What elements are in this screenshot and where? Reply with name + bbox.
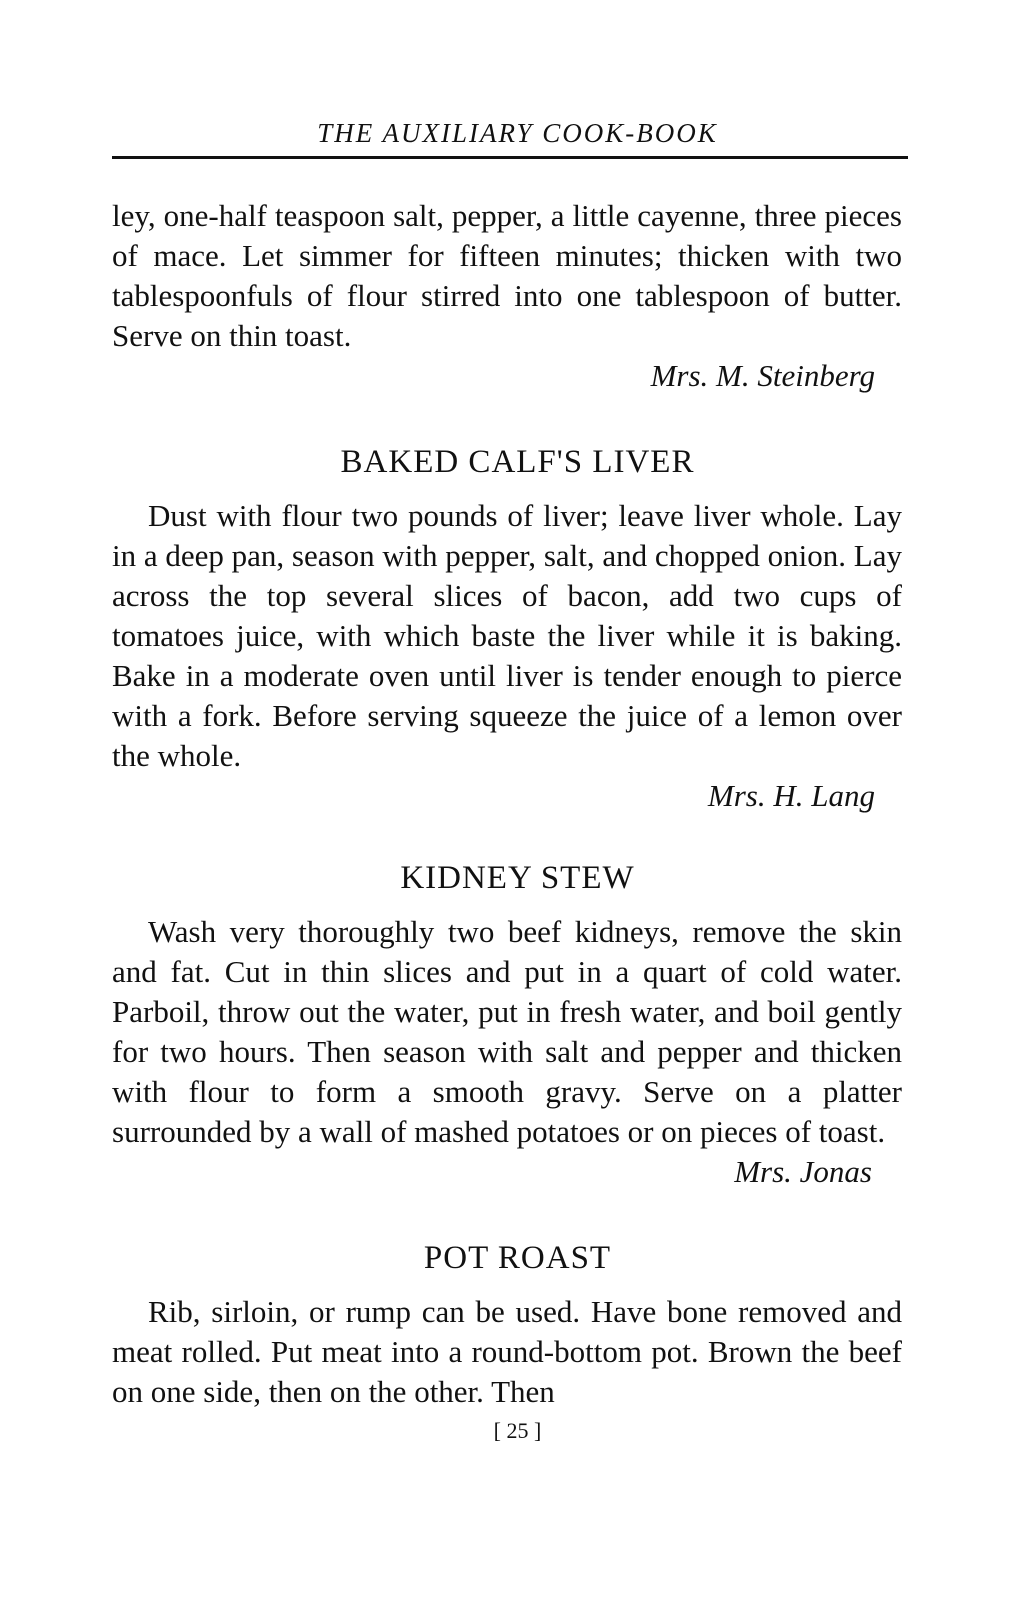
page-number: [ 25 ] — [493, 1418, 542, 1443]
recipe-text-kidney-stew — [112, 912, 902, 1192]
recipe-paragraph — [112, 912, 902, 1189]
recipe-text-baked-calfs-liver — [112, 496, 902, 776]
recipe-title-baked-calfs-liver: BAKED CALF'S LIVER — [340, 444, 695, 480]
recipe-title-kidney-stew: KIDNEY STEW — [400, 860, 635, 896]
header-rule — [112, 156, 908, 159]
recipe-signature-lang: Mrs. H. Lang — [707, 778, 875, 813]
recipe-text-pot-roast — [112, 1292, 902, 1412]
recipe-title-pot-roast: POT ROAST — [423, 1240, 612, 1276]
continuation-paragraph — [112, 196, 902, 356]
continuation-signature: Mrs. M. Steinberg — [650, 358, 875, 393]
recipe-paragraph-text: Wash very thoroughly two beef kidneys, remove the skin and fat. Cut in thin slices and put in a quart of cold water. Parboil, throw out the water, put in fresh water, and boil gently for two hours. Then season with salt and pepper and thicken with flour to form a smooth gravy. Serve on a platter surrounded by a wall of mashed potatoes or on pieces of toast. — [112, 914, 902, 1149]
recipe-signature-jonas: Mrs. Jonas — [734, 1154, 872, 1189]
running-title: THE AUXILIARY COOK-BOOK — [317, 118, 718, 148]
continuation-text: ley, one-half teaspoon salt, pepper, a little cayenne, three pieces of mace. Let simmer for fifteen minutes; thicken with two tablespoonfuls of flour stirred into one tablespoon of butter. Serve on thin toast. — [112, 198, 902, 353]
recipe-paragraph: Rib, sirloin, or rump can be used. Have bone removed and meat rolled. Put meat into a round-bottom pot. Brown the beef on one side, then on the other. Then — [112, 1294, 902, 1409]
recipe-paragraph: Dust with flour two pounds of liver; leave liver whole. Lay in a deep pan, season with pepper, salt, and chopped onion. Lay across the top several slices of bacon, add two cups of tomatoes juice, with which baste the liver while it is baking. Bake in a moderate oven until liver is tender enough to pierce with a fork. Before serving squeeze the juice of a lemon over the whole. — [112, 498, 902, 773]
